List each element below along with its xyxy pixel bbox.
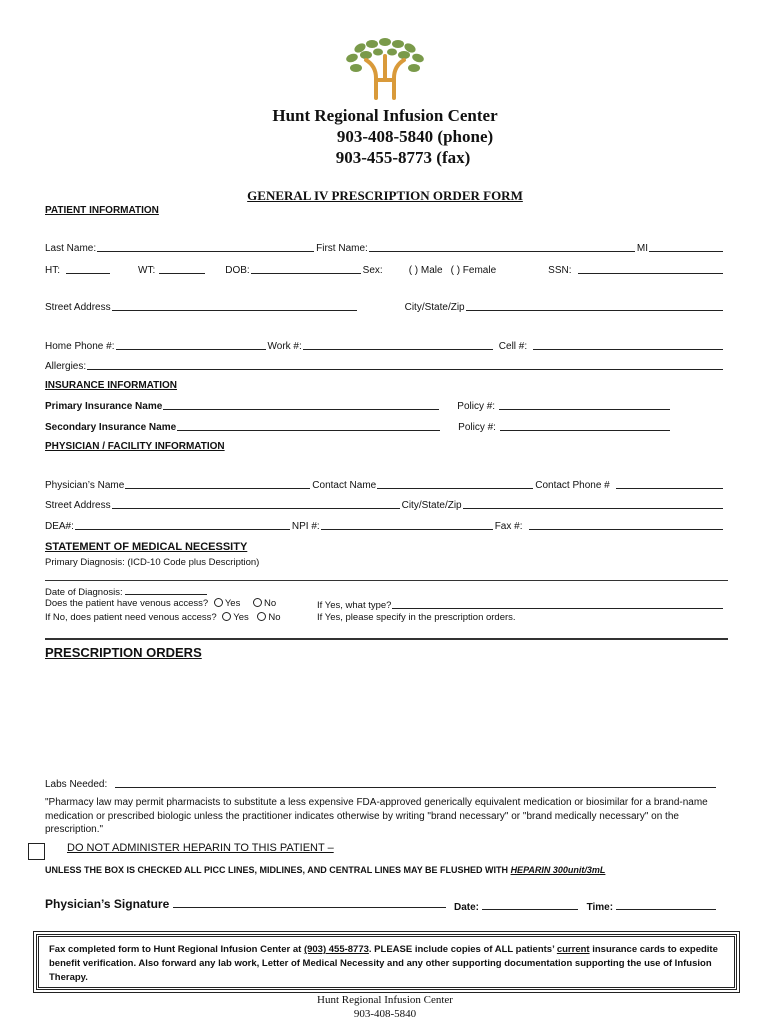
mi-field[interactable] <box>649 243 723 252</box>
labs-needed-label: Labs Needed: <box>45 779 108 790</box>
footer-phone: 903-408-5840 <box>353 1008 417 1020</box>
fax-notice-text-1: Fax completed form to Hunt Regional Infusion Center at <box>49 944 302 955</box>
venous-access-question: Does the patient have venous access? <box>45 598 209 609</box>
physician-name-label: Physician’s Name <box>45 480 125 491</box>
date-field[interactable] <box>482 900 578 910</box>
contact-phone-field[interactable] <box>616 480 723 489</box>
npi-field[interactable] <box>321 521 493 530</box>
mi-label: MI <box>636 243 648 254</box>
prescription-orders-area[interactable] <box>45 668 725 768</box>
need-no-label: No <box>268 612 281 623</box>
necessity-section-heading: STATEMENT OF MEDICAL NECESSITY <box>45 541 248 553</box>
home-phone-field[interactable] <box>116 341 266 350</box>
patient-section-heading: PATIENT INFORMATION <box>45 205 159 216</box>
physician-street-field[interactable] <box>112 500 400 509</box>
venous-yes-label: Yes <box>224 598 241 609</box>
home-phone-label: Home Phone #: <box>45 341 115 352</box>
physician-name-field[interactable] <box>125 480 310 489</box>
secondary-insurance-label: Secondary Insurance Name <box>45 422 177 433</box>
last-name-field[interactable] <box>97 243 314 252</box>
npi-label: NPI #: <box>291 521 320 532</box>
date-of-diagnosis-label: Date of Diagnosis: <box>45 587 123 598</box>
primary-policy-label: Policy #: <box>457 401 496 412</box>
primary-insurance-label: Primary Insurance Name <box>45 401 163 412</box>
secondary-policy-label: Policy #: <box>458 422 496 433</box>
heparin-unless-text: UNLESS THE BOX IS CHECKED ALL PICC LINES, MIDLINES, AND CENTRAL LINES MAY BE FLUSHED WITH <box>45 865 509 875</box>
allergies-label: Allergies: <box>45 361 87 372</box>
wt-label: WT: <box>138 265 156 276</box>
patient-street-label: Street Address <box>45 302 111 313</box>
contact-phone-label: Contact Phone # <box>535 480 610 491</box>
fax-notice-text-3: insurance cards to expedite benefit verification. Also forward any lab work, Letter of Medical Necessity and any other supporting documentation supporting the use of Infusion Therapy. <box>49 944 718 983</box>
prescription-orders-heading: PRESCRIPTION ORDERS <box>45 645 202 660</box>
fax-notice-number: (903) 455-8773 <box>303 944 369 955</box>
date-of-diagnosis-field[interactable] <box>125 585 207 595</box>
physician-street-label: Street Address <box>45 500 111 511</box>
specify-note: If Yes, please specify in the prescription orders. <box>317 612 516 623</box>
time-label: Time: <box>586 902 614 913</box>
sex-label: Sex: <box>362 265 383 276</box>
ssn-label: SSN: <box>548 265 572 276</box>
date-label: Date: <box>454 902 480 913</box>
time-field[interactable] <box>616 900 716 910</box>
labs-needed-field[interactable] <box>115 779 716 788</box>
venous-yes-radio[interactable] <box>214 598 223 607</box>
need-venous-question: If No, does patient need venous access? <box>45 612 217 623</box>
last-name-label: Last Name: <box>45 243 97 254</box>
cell-phone-field[interactable] <box>533 341 723 350</box>
physician-fax-field[interactable] <box>529 521 724 530</box>
need-yes-label: Yes <box>233 612 249 623</box>
org-fax: 903-455-8773 (fax) <box>335 148 471 167</box>
insurance-section-heading: INSURANCE INFORMATION <box>45 380 178 391</box>
need-yes-radio[interactable] <box>222 612 231 621</box>
primary-diagnosis-label: Primary Diagnosis: (ICD-10 Code plus Description) <box>45 557 260 568</box>
what-type-label: If Yes, what type? <box>317 600 392 611</box>
patient-street-field[interactable] <box>112 302 357 311</box>
org-phone: 903-408-5840 (phone) <box>336 127 494 146</box>
heparin-checkbox-label: DO NOT ADMINISTER HEPARIN TO THIS PATIENT – <box>67 842 334 854</box>
tree-logo <box>342 38 428 100</box>
first-name-field[interactable] <box>369 243 635 252</box>
female-option[interactable]: ( ) Female <box>450 265 497 276</box>
need-no-radio[interactable] <box>257 612 266 621</box>
physician-city-label: City/State/Zip <box>401 500 462 511</box>
dea-label: DEA#: <box>45 521 74 532</box>
physician-section-heading: PHYSICIAN / FACILITY INFORMATION <box>45 441 225 452</box>
section-divider <box>45 638 728 640</box>
ht-field[interactable] <box>66 265 110 274</box>
form-title: GENERAL IV PRESCRIPTION ORDER FORM <box>247 188 523 203</box>
dea-field[interactable] <box>75 521 290 530</box>
heparin-dose: HEPARIN 300unit/3mL <box>510 865 606 875</box>
secondary-insurance-field[interactable] <box>177 422 440 431</box>
fax-notice-text-2: . PLEASE include copies of ALL patients’ <box>368 944 555 955</box>
fax-notice-box <box>36 934 737 990</box>
wt-field[interactable] <box>159 265 205 274</box>
primary-diagnosis-line[interactable] <box>45 580 728 581</box>
secondary-policy-field[interactable] <box>500 422 670 431</box>
dob-field[interactable] <box>251 265 361 274</box>
what-type-field[interactable] <box>392 600 723 609</box>
cell-phone-label: Cell #: <box>498 341 528 352</box>
primary-policy-field[interactable] <box>499 401 670 410</box>
signature-field[interactable] <box>173 898 446 908</box>
heparin-checkbox[interactable] <box>28 843 45 860</box>
ssn-field[interactable] <box>578 265 724 274</box>
patient-city-label: City/State/Zip <box>404 302 465 313</box>
signature-label: Physician’s Signature <box>45 897 170 911</box>
first-name-label: First Name: <box>316 243 368 254</box>
fax-notice-current: current <box>556 944 590 955</box>
contact-name-label: Contact Name <box>312 480 377 491</box>
work-phone-field[interactable] <box>303 341 493 350</box>
pharmacy-law-notice: "Pharmacy law may permit pharmacists to substitute a less expensive FDA-approved generically equivalent medication or biosimilar for a brand-name medication or prescribed biologic unless the practitioner indicates otherwise by writing "brand necessary" or "brand medically necessary" on the prescription." <box>45 797 708 835</box>
allergies-field[interactable] <box>87 361 723 370</box>
ht-label: HT: <box>45 265 60 276</box>
primary-insurance-field[interactable] <box>163 401 439 410</box>
footer-org-name: Hunt Regional Infusion Center <box>317 994 453 1006</box>
physician-fax-label: Fax #: <box>494 521 523 532</box>
physician-city-field[interactable] <box>463 500 723 509</box>
venous-no-radio[interactable] <box>253 598 262 607</box>
venous-no-label: No <box>263 598 277 609</box>
work-phone-label: Work #: <box>267 341 302 352</box>
patient-city-field[interactable] <box>466 302 723 311</box>
dob-label: DOB: <box>225 265 250 276</box>
contact-name-field[interactable] <box>377 480 533 489</box>
org-name: Hunt Regional Infusion Center <box>272 106 498 125</box>
male-option[interactable]: ( ) Male <box>408 265 443 276</box>
